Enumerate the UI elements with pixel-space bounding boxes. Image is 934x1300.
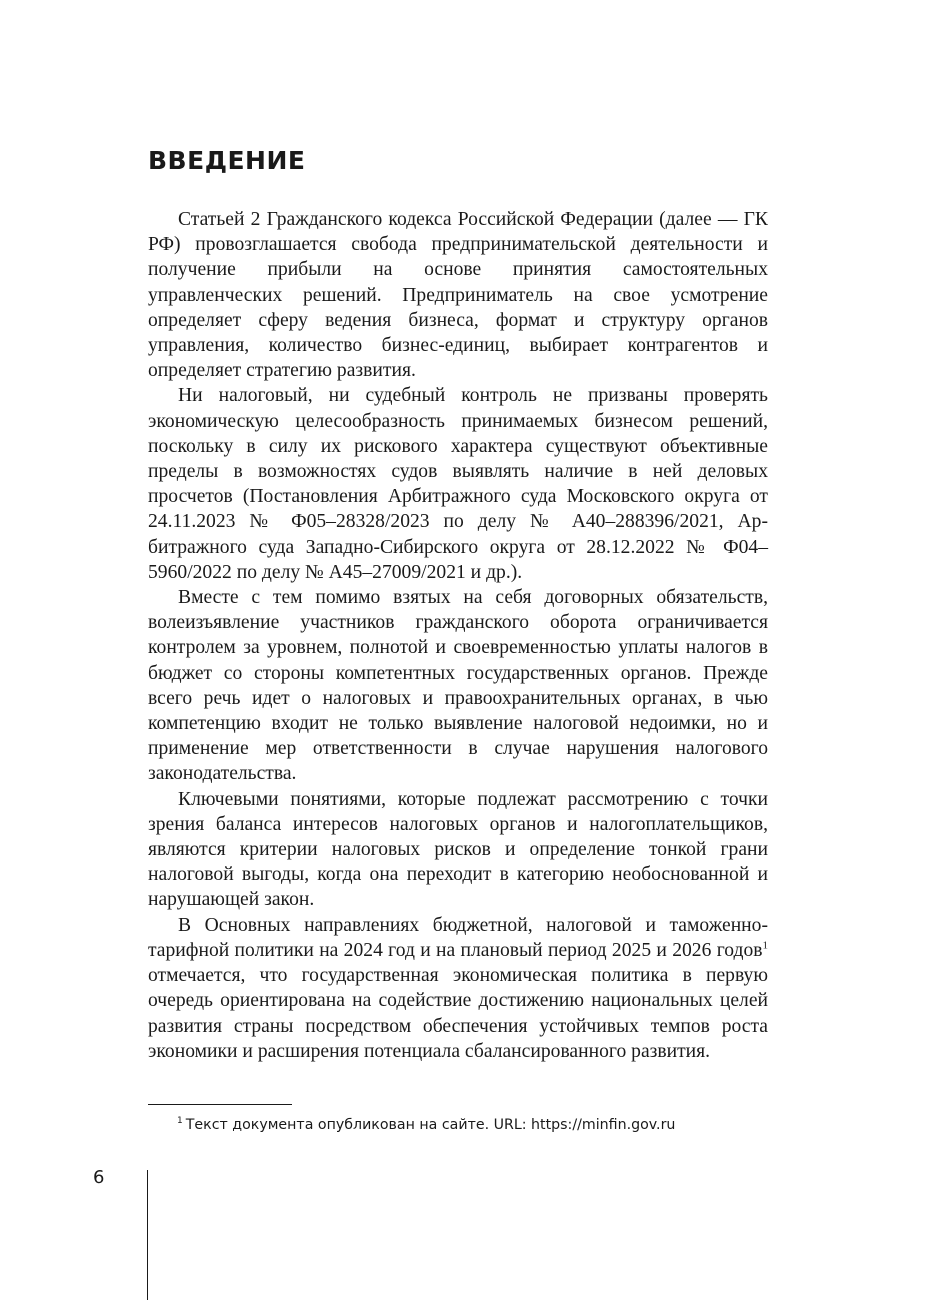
margin-rule	[147, 1170, 148, 1300]
body-text	[148, 207, 768, 1064]
paragraph-5	[148, 913, 768, 1064]
paragraph-4: Ключевыми понятиями, которые подлежат рассмотрению с точки зрения баланса интересов налоговых органов и налогоплательщиков, являются критерии налоговых рисков и определение тонкой грани налоговой выгоды, когда она переходит в категорию необоснованной и нарушающей закон.	[148, 788, 768, 911]
chapter-heading: ВВЕДЕНИЕ	[148, 146, 306, 175]
paragraph-2: Ни налоговый, ни судебный контроль не призваны проверять экономическую целесообразность принимаемых бизнесом решений, поскольку в силу их рискового характера существуют объективные пределы в возможностях судов выявлять наличие в ней деловых просчетов (Постановления Арбитражного суда Московского округа от 24.11.2023 № Ф05–28328/2023 по делу № А40–288396/2021, Арбитражного суда Западно-Сибирского округа от 28.12.2022 № Ф04–5960/2022 по делу № А45–27009/2021 и др.).	[148, 385, 768, 583]
footnote-text: Текст документа опубликован на сайте. URL: https://minfin.gov.ru	[185, 1117, 676, 1133]
page-number: 6	[93, 1167, 105, 1188]
paragraph-3: Вместе с тем помимо взятых на себя договорных обязательств, волеизъявление участников гражданского оборота ограничивается контролем за уровнем, полнотой и своевременностью уплаты налогов в бюджет со стороны компетентных государственных органов. Прежде всего речь идет о налоговых и правоохранительных органах, в чью компетенцию входит не только выявление налоговой недоимки, но и применение мер ответственности в случае нарушения налогового законодательства.	[148, 587, 768, 785]
paragraph-5-text-end: отмечается, что государственная экономическая политика в первую очередь ориентирована на содействие достижению национальных целей развития страны посредством обеспечения устойчивых темпов роста экономики и расширения потенциала сбалансированного развития.	[148, 965, 768, 1062]
footnote-reference[interactable]: 1	[762, 939, 768, 952]
footnote-number: 1	[177, 1116, 183, 1127]
footnote	[177, 1117, 675, 1133]
footnote-separator	[148, 1104, 292, 1105]
paragraph-1: Статьей 2 Гражданского кодекса Российской Федерации (далее — ГК РФ) провозглашается свобода предпринимательской деятельности и получение прибыли на основе принятия самостоятельных управленческих решений. Предприниматель на свое усмотрение определяет сферу ведения бизнеса, формат и структуру органов управления, количество бизнес-единиц, выбирает контрагентов и определяет стратегию развития.	[148, 209, 768, 382]
paragraph-5-text-start: В Основных направлениях бюджетной, налоговой и таможенно-тарифной политики на 2024 год и на плановый период 2025 и 2026 годов	[148, 914, 768, 961]
